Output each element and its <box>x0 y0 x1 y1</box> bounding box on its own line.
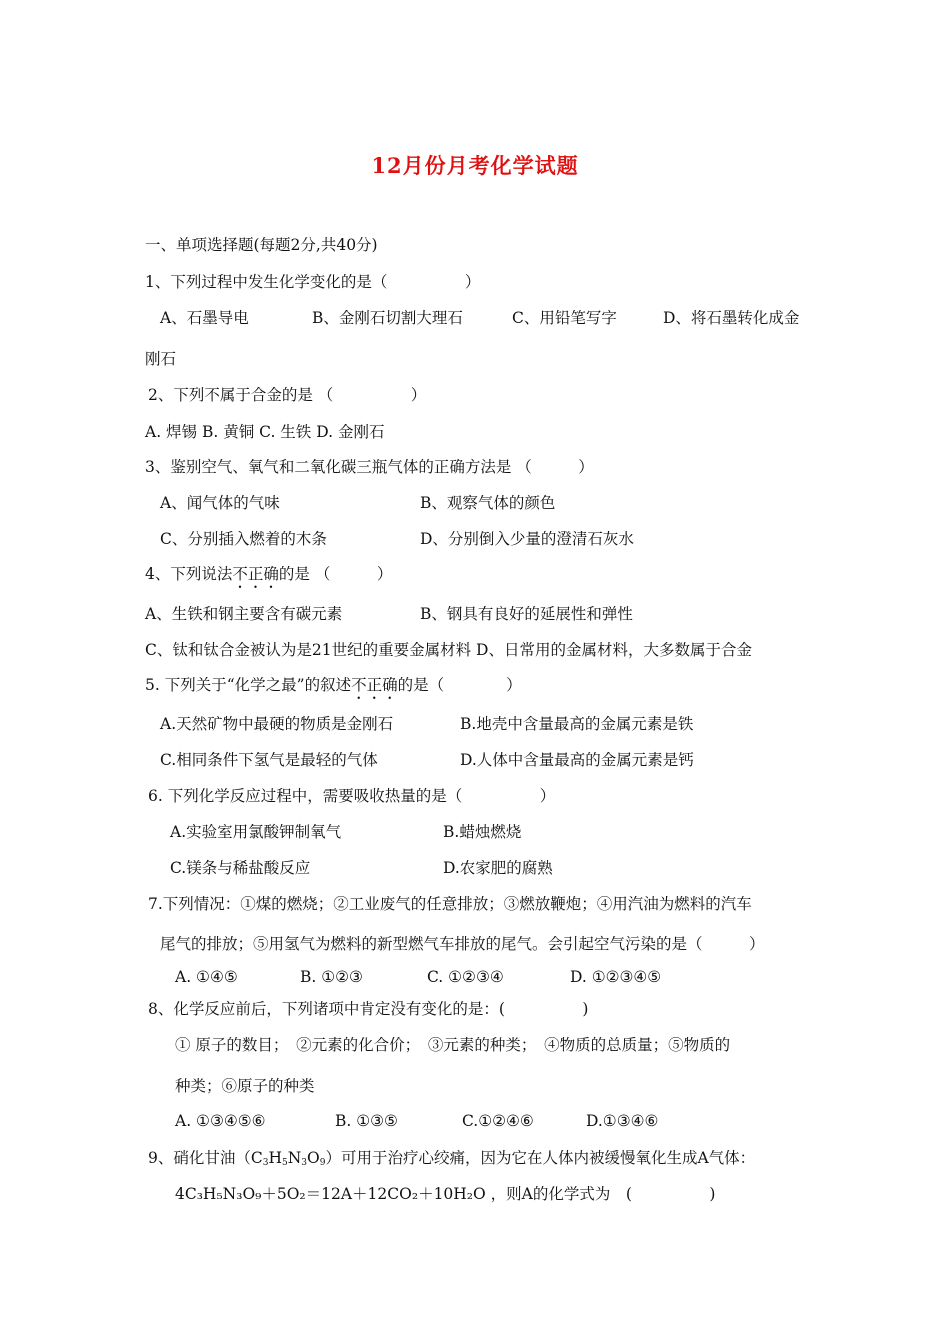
q6-option-c: C.镁条与稀盐酸反应 <box>170 859 311 877</box>
q5-option-a: A.天然矿物中最硬的物质是金刚石 <box>160 715 394 733</box>
q4-stem-post: 的是 （ ） <box>278 565 393 583</box>
q6-option-b: B.蜡烛燃烧 <box>443 823 522 841</box>
q3-option-c: C、分别插入燃着的木条 <box>160 530 327 548</box>
q7-option-c: C. ①②③④ <box>427 968 504 986</box>
q9-formula-o: O <box>307 1149 320 1167</box>
q1-option-d-continued: 刚石 <box>145 350 177 368</box>
q3-stem: 3、鉴别空气、氧气和二氧化碳三瓶气体的正确方法是 （ ） <box>145 458 594 476</box>
q8-stem: 8、化学反应前后，下列诸项中肯定没有变化的是：( ) <box>148 1000 589 1018</box>
q2-stem: 2、下列不属于合金的是 （ ） <box>148 386 427 404</box>
q7-option-a: A. ①④⑤ <box>175 968 238 986</box>
q6-option-a: A.实验室用氯酸钾制氧气 <box>170 823 342 841</box>
q9-formula-sub: 3 <box>262 1158 269 1168</box>
q8-option-b: B. ①③⑤ <box>335 1112 398 1130</box>
q9-formula-sub: 5 <box>282 1158 288 1168</box>
q4-option-cd: C、钛和钛合金被认为是21世纪的重要金属材料 D、日常用的金属材料，大多数属于合金 <box>145 641 752 659</box>
q5-option-c: C.相同条件下氢气是最轻的气体 <box>160 751 378 769</box>
q5-stem-post: 的是（ ） <box>397 676 522 694</box>
q9-stem-post: ）可用于治疗心绞痛，因为它在人体内被缓慢氧化生成A气体： <box>325 1149 756 1167</box>
q7-stem-line1: 7.下列情况：①煤的燃烧；②工业废气的任意排放；③燃放鞭炮；④用汽油为燃料的汽车 <box>148 895 752 913</box>
q6-option-d: D.农家肥的腐熟 <box>443 859 553 877</box>
q7-option-b: B. ①②③ <box>300 968 363 986</box>
q9-formula-n: N <box>287 1149 302 1167</box>
q4-stem <box>145 563 392 592</box>
q8-items-line2: 种类；⑥原子的种类 <box>175 1077 315 1095</box>
q1-stem: 1、下列过程中发生化学变化的是（ ） <box>145 273 481 291</box>
q5-option-b: B.地壳中含量最高的金属元素是铁 <box>460 715 694 733</box>
q7-stem-line2: 尾气的排放；⑤用氢气为燃料的新型燃气车排放的尾气。会引起空气污染的是（ ） <box>160 935 765 953</box>
q1-option-d: D、将石墨转化成金 <box>663 309 800 327</box>
q5-option-d: D.人体中含量最高的金属元素是钙 <box>460 751 694 769</box>
q9-stem <box>148 1147 755 1174</box>
section-heading: 一、单项选择题(每题2分,共40分) <box>145 236 378 254</box>
q6-stem: 6. 下列化学反应过程中，需要吸收热量的是（ ） <box>148 787 556 805</box>
q5-stem <box>145 674 522 703</box>
q9-formula-sub: 3 <box>301 1158 308 1168</box>
q1-option-b: B、金刚石切割大理石 <box>312 309 463 327</box>
q5-stem-pre: 5. 下列关于“化学之最”的叙述 <box>145 676 352 694</box>
q4-stem-pre: 4、下列说法 <box>145 565 233 583</box>
q3-option-b: B、观察气体的颜色 <box>420 494 556 512</box>
q8-items-line1: ① 原子的数目； ②元素的化合价； ③元素的种类； ④物质的总质量；⑤物质的 <box>175 1036 731 1054</box>
q1-option-a: A、石墨导电 <box>160 309 249 327</box>
q7-option-d: D. ①②③④⑤ <box>570 968 662 986</box>
q3-option-a: A、闻气体的气味 <box>160 494 280 512</box>
q4-stem-emphasis: 不正确 <box>232 565 279 583</box>
q8-option-d: D.①③④⑥ <box>586 1112 659 1130</box>
page-title: 12月份月考化学试题 <box>371 153 579 178</box>
q2-options: A. 焊锡 B. 黄铜 C. 生铁 D. 金刚石 <box>145 423 385 441</box>
q8-option-a: A. ①③④⑤⑥ <box>175 1112 266 1130</box>
q9-formula-h: H <box>268 1149 282 1167</box>
q4-option-a: A、生铁和钢主要含有碳元素 <box>145 605 343 623</box>
q1-option-c: C、用铅笔写字 <box>512 309 617 327</box>
q8-option-c: C.①②④⑥ <box>462 1112 534 1130</box>
q3-option-d: D、分别倒入少量的澄清石灰水 <box>420 530 634 548</box>
q4-option-b: B、钢具有良好的延展性和弹性 <box>420 605 633 623</box>
q5-stem-emphasis: 不正确 <box>351 676 398 694</box>
q9-stem-pre: 9、硝化甘油（C <box>148 1149 263 1167</box>
q9-formula-sub: 9 <box>319 1158 326 1168</box>
q9-equation: 4C₃H₅N₃O₉＋5O₂＝12A＋12CO₂＋10H₂O ，则A的化学式为 ( ) <box>175 1185 716 1203</box>
